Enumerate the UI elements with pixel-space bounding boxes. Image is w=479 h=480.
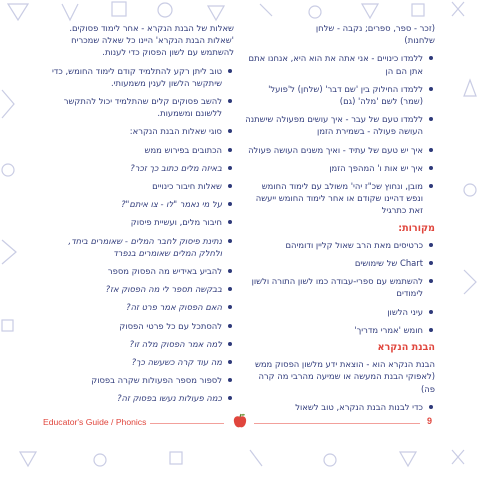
cross-shape (452, 450, 464, 464)
intro-line: שלחנות) (404, 35, 435, 46)
list-item: חומש 'אמרי מדריך' (245, 324, 435, 336)
list-item: Chart של שימושים (245, 257, 435, 269)
guide-title: Educator's Guide / Phonics (43, 417, 147, 427)
final-bullet-list (245, 401, 435, 413)
section-text: הבנת הנקרא הוא - הוצאת ידע מלשון הפסוק ממש (לאפוקי הבנת המעשה או שמיעה מהרבי מה קרה פה) (254, 359, 435, 394)
triangle-shape (362, 4, 378, 18)
list-item: באיזה מלים כתוב כך זכר? (44, 162, 234, 174)
list-item: מה עוד קרה כשעשה כך? (44, 356, 234, 368)
sources-heading: מקורות: (398, 222, 435, 234)
list-item: ללמדו החילוק בין 'שם דבר' (שלחן) ל'פועל' (שמר) לשם 'מלה' (גם) (245, 83, 435, 107)
left-column (44, 22, 234, 411)
list-item: איך יש טעם של עתיד - ואיך משנים העושה פעולה (245, 144, 435, 156)
footer-divider (254, 423, 420, 424)
circle-shape (94, 454, 106, 466)
list-item: שאלות חיבור כינויים (44, 180, 234, 192)
triangle-shape (400, 452, 416, 466)
triangle-shape (8, 4, 28, 20)
chevron-shape (62, 4, 78, 20)
circle-shape (324, 454, 336, 466)
triangle-shape (208, 6, 224, 20)
list-item: חיבור מלים, ועשיית פיסוק (44, 216, 234, 228)
circle-shape (2, 164, 14, 176)
list-item: על מי נאמר "לו - צו איתם"? (44, 198, 234, 210)
list-item: בבקשה תספר לי מה הפסוק אז? (44, 283, 234, 295)
square-shape (112, 2, 126, 16)
types-label: סוגי שאלות הבנת הנקרא: (44, 125, 234, 137)
left-bullet-list (44, 65, 234, 138)
cross-shape (452, 2, 464, 16)
intro-paragraph: שאלות של הבנת הנקרא - אחר לימוד פסוקים. 'שאלות הבנת הנקרא' היינו כל שאלה שמכריח להשתמש עם לשון הפסוק כדי לענות. (69, 23, 234, 58)
chevron-shape (464, 270, 476, 294)
list-item: איך יש אות ו' המהפך הזמן (245, 162, 435, 174)
circle-shape (464, 184, 476, 196)
right-column (245, 22, 435, 419)
list-item: ללמדו טעם של עבר - איך עושים מפעולה שישתנה העושה פעולה - בשמירת הזמן (245, 113, 435, 137)
intro-lines (245, 22, 435, 46)
list-item: להשב פסוקים קלים שהתלמיד יכול להתקשר ללשונם ומשמעות. (44, 95, 234, 119)
triangle-shape (20, 452, 36, 466)
right-bullet-list (245, 52, 435, 216)
list-item: טוב ליתן רקע להתלמיד קודם לימוד החומש, כדי שיתקשר הלשון לענין משמעותי. (44, 65, 234, 89)
list-item: לספור מספר הפעולות שקרה בפסוק (44, 374, 234, 386)
list-item: כדי לבנות הבנת הנקרא, טוב לשאול (245, 401, 435, 413)
apple-icon (233, 413, 247, 429)
section-heading: הבנת הנקרא (377, 342, 435, 354)
chevron-shape (2, 240, 16, 264)
intro-line: (זכר - ספר, ספרים; נקבה - שלחן (315, 23, 435, 33)
list-item: האם הפסוק אמר פרט זה? (44, 301, 234, 313)
list-item: למה אמר הפסוק מלה זו? (44, 338, 234, 350)
list-item: להסתכל עם כל פרטי הפסוק (44, 320, 234, 332)
list-item: כמה פעולות נעשו בפסוק זה? (44, 392, 234, 404)
circle-shape (158, 3, 172, 17)
line-shape (250, 450, 262, 466)
list-item: כרטיסים מאת הרב שאול קליין ודומיהם (245, 239, 435, 251)
page-number: 9 (427, 416, 433, 426)
sources-list (245, 239, 435, 336)
list-item: ללמדו כינויים - אני אתה את הוא היא, אנחנו אתם אתן הם הן (245, 52, 435, 76)
footer-divider (150, 423, 224, 424)
circle-shape (309, 6, 321, 18)
list-item: נתינת פיסוק לחבר המלים - שאומרים ביחד, ולחלק המלים שאומרים בנפרד (44, 235, 234, 259)
list-item: עיני הלשון (245, 306, 435, 318)
question-types-list (44, 144, 234, 405)
list-item: להביע באידיש מה הפסוק מספר (44, 265, 234, 277)
chevron-shape (2, 90, 14, 118)
square-shape (170, 452, 182, 464)
line-shape (260, 4, 272, 16)
list-item: להשתמש עם ספרי-עבודה כמו לשון התורה ולשון לימודים (245, 275, 435, 299)
square-shape (412, 4, 424, 16)
list-item: הכתובים בפירוש ממש (44, 144, 234, 156)
triangle-shape (464, 80, 476, 96)
square-shape (2, 320, 13, 331)
list-item: מובן, ונחוץ שכ"ז יהי' משולב עם לימוד החומש ונפש דהיינו שקודם או אחר לימוד החומש ייעשה זאת כתרגיל (245, 180, 435, 217)
